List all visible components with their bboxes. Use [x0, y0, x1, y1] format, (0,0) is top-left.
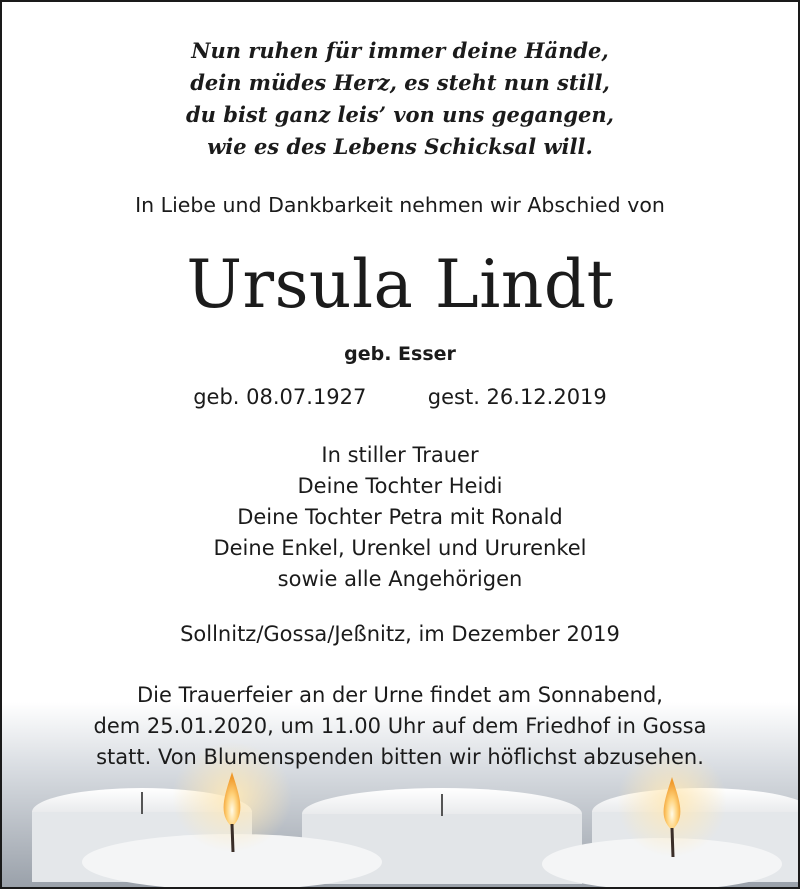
funeral-info-line-1: Die Trauerfeier an der Urne findet am Sonnabend, [137, 683, 663, 707]
mourner-2: Deine Tochter Petra mit Ronald [237, 505, 563, 529]
life-dates [2, 385, 798, 409]
mourner-3: Deine Enkel, Urenkel und Ururenkel [213, 536, 587, 560]
mourners-heading: In stiller Trauer [321, 443, 479, 467]
mourner-4: sowie alle Angehörigen [277, 567, 523, 591]
maiden-name: geb. Esser [344, 343, 456, 365]
poem-line-2: dein müdes Herz, es steht nun still, [190, 70, 610, 95]
birth-date: geb. 08.07.1927 [193, 385, 367, 409]
death-date: gest. 26.12.2019 [427, 385, 607, 409]
farewell-intro: In Liebe und Dankbarkeit nehmen wir Abschied von [135, 193, 665, 217]
poem-line-1: Nun ruhen für immer deine Hände, [191, 38, 609, 63]
funeral-info-line-3: statt. Von Blumenspenden bitten wir höflichst abzusehen. [96, 745, 704, 769]
deceased-name: Ursula Lindt [186, 246, 614, 323]
place-and-date: Sollnitz/Gossa/Jeßnitz, im Dezember 2019 [180, 622, 620, 646]
funeral-info-line-2: dem 25.01.2020, um 11.00 Uhr auf dem Friedhof in Gossa [93, 714, 707, 738]
poem-line-3: du bist ganz leis’ von uns gegangen, [186, 102, 614, 127]
poem-line-4: wie es des Lebens Schicksal will. [207, 134, 593, 159]
mourner-1: Deine Tochter Heidi [297, 474, 503, 498]
